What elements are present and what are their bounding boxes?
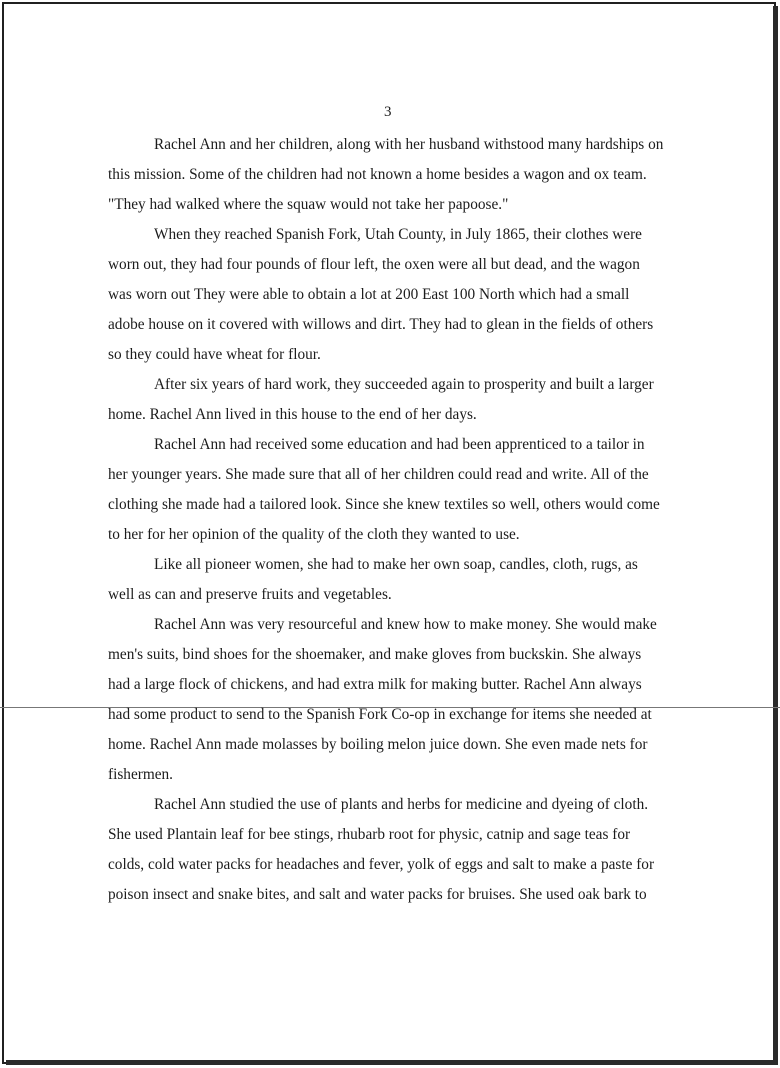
page-border-shadow-right xyxy=(773,6,778,1065)
text-line: After six years of hard work, they succeeded again to prosperity and built a larger xyxy=(154,376,654,393)
text-line: was worn out They were able to obtain a lot at 200 East 100 North which had a small xyxy=(108,286,630,303)
text-line: adobe house on it covered with willows and dirt. They had to glean in the fields of others xyxy=(108,316,654,333)
text-line: clothing she made had a tailored look. Since she knew textiles so well, others would come xyxy=(108,496,660,513)
text-line: so they could have wheat for flour. xyxy=(108,346,321,363)
text-line: home. Rachel Ann made molasses by boiling melon juice down. She even made nets for xyxy=(108,736,648,753)
text-line: Rachel Ann studied the use of plants and herbs for medicine and dyeing of cloth. xyxy=(154,796,649,813)
text-line: had a large flock of chickens, and had extra milk for making butter. Rachel Ann always xyxy=(108,676,642,693)
text-line: She used Plantain leaf for bee stings, rhubarb root for physic, catnip and sage teas for xyxy=(108,826,631,843)
page-number: 3 xyxy=(384,104,392,120)
text-line: worn out, they had four pounds of flour left, the oxen were all but dead, and the wagon xyxy=(108,256,640,273)
text-line: men's suits, bind shoes for the shoemaker, and make gloves from buckskin. She always xyxy=(108,646,642,663)
text-line: her younger years. She made sure that all of her children could read and write. All of the xyxy=(108,466,649,483)
text-line: colds, cold water packs for headaches and fever, yolk of eggs and salt to make a paste for xyxy=(108,856,655,873)
text-line: had some product to send to the Spanish Fork Co-op in exchange for items she needed at xyxy=(108,706,652,723)
text-line: Rachel Ann was very resourceful and knew how to make money. She would make xyxy=(154,616,657,633)
text-line: Rachel Ann had received some education and had been apprenticed to a tailor in xyxy=(154,436,645,453)
text-line: fishermen. xyxy=(108,766,173,783)
text-line: to her for her opinion of the quality of the cloth they wanted to use. xyxy=(108,526,520,543)
text-line: "They had walked where the squaw would not take her papoose." xyxy=(108,196,509,213)
text-line: well as can and preserve fruits and vegetables. xyxy=(108,586,392,603)
text-line: Like all pioneer women, she had to make her own soap, candles, cloth, rugs, as xyxy=(154,556,638,573)
text-line: Rachel Ann and her children, along with her husband withstood many hardships on xyxy=(154,136,664,153)
text-line: poison insect and snake bites, and salt and water packs for bruises. She used oak bark to xyxy=(108,886,647,903)
text-line: this mission. Some of the children had not known a home besides a wagon and ox team. xyxy=(108,166,647,183)
text-line: home. Rachel Ann lived in this house to the end of her days. xyxy=(108,406,477,423)
page-border-shadow-bottom xyxy=(6,1060,778,1065)
text-line: When they reached Spanish Fork, Utah County, in July 1865, their clothes were xyxy=(154,226,642,243)
